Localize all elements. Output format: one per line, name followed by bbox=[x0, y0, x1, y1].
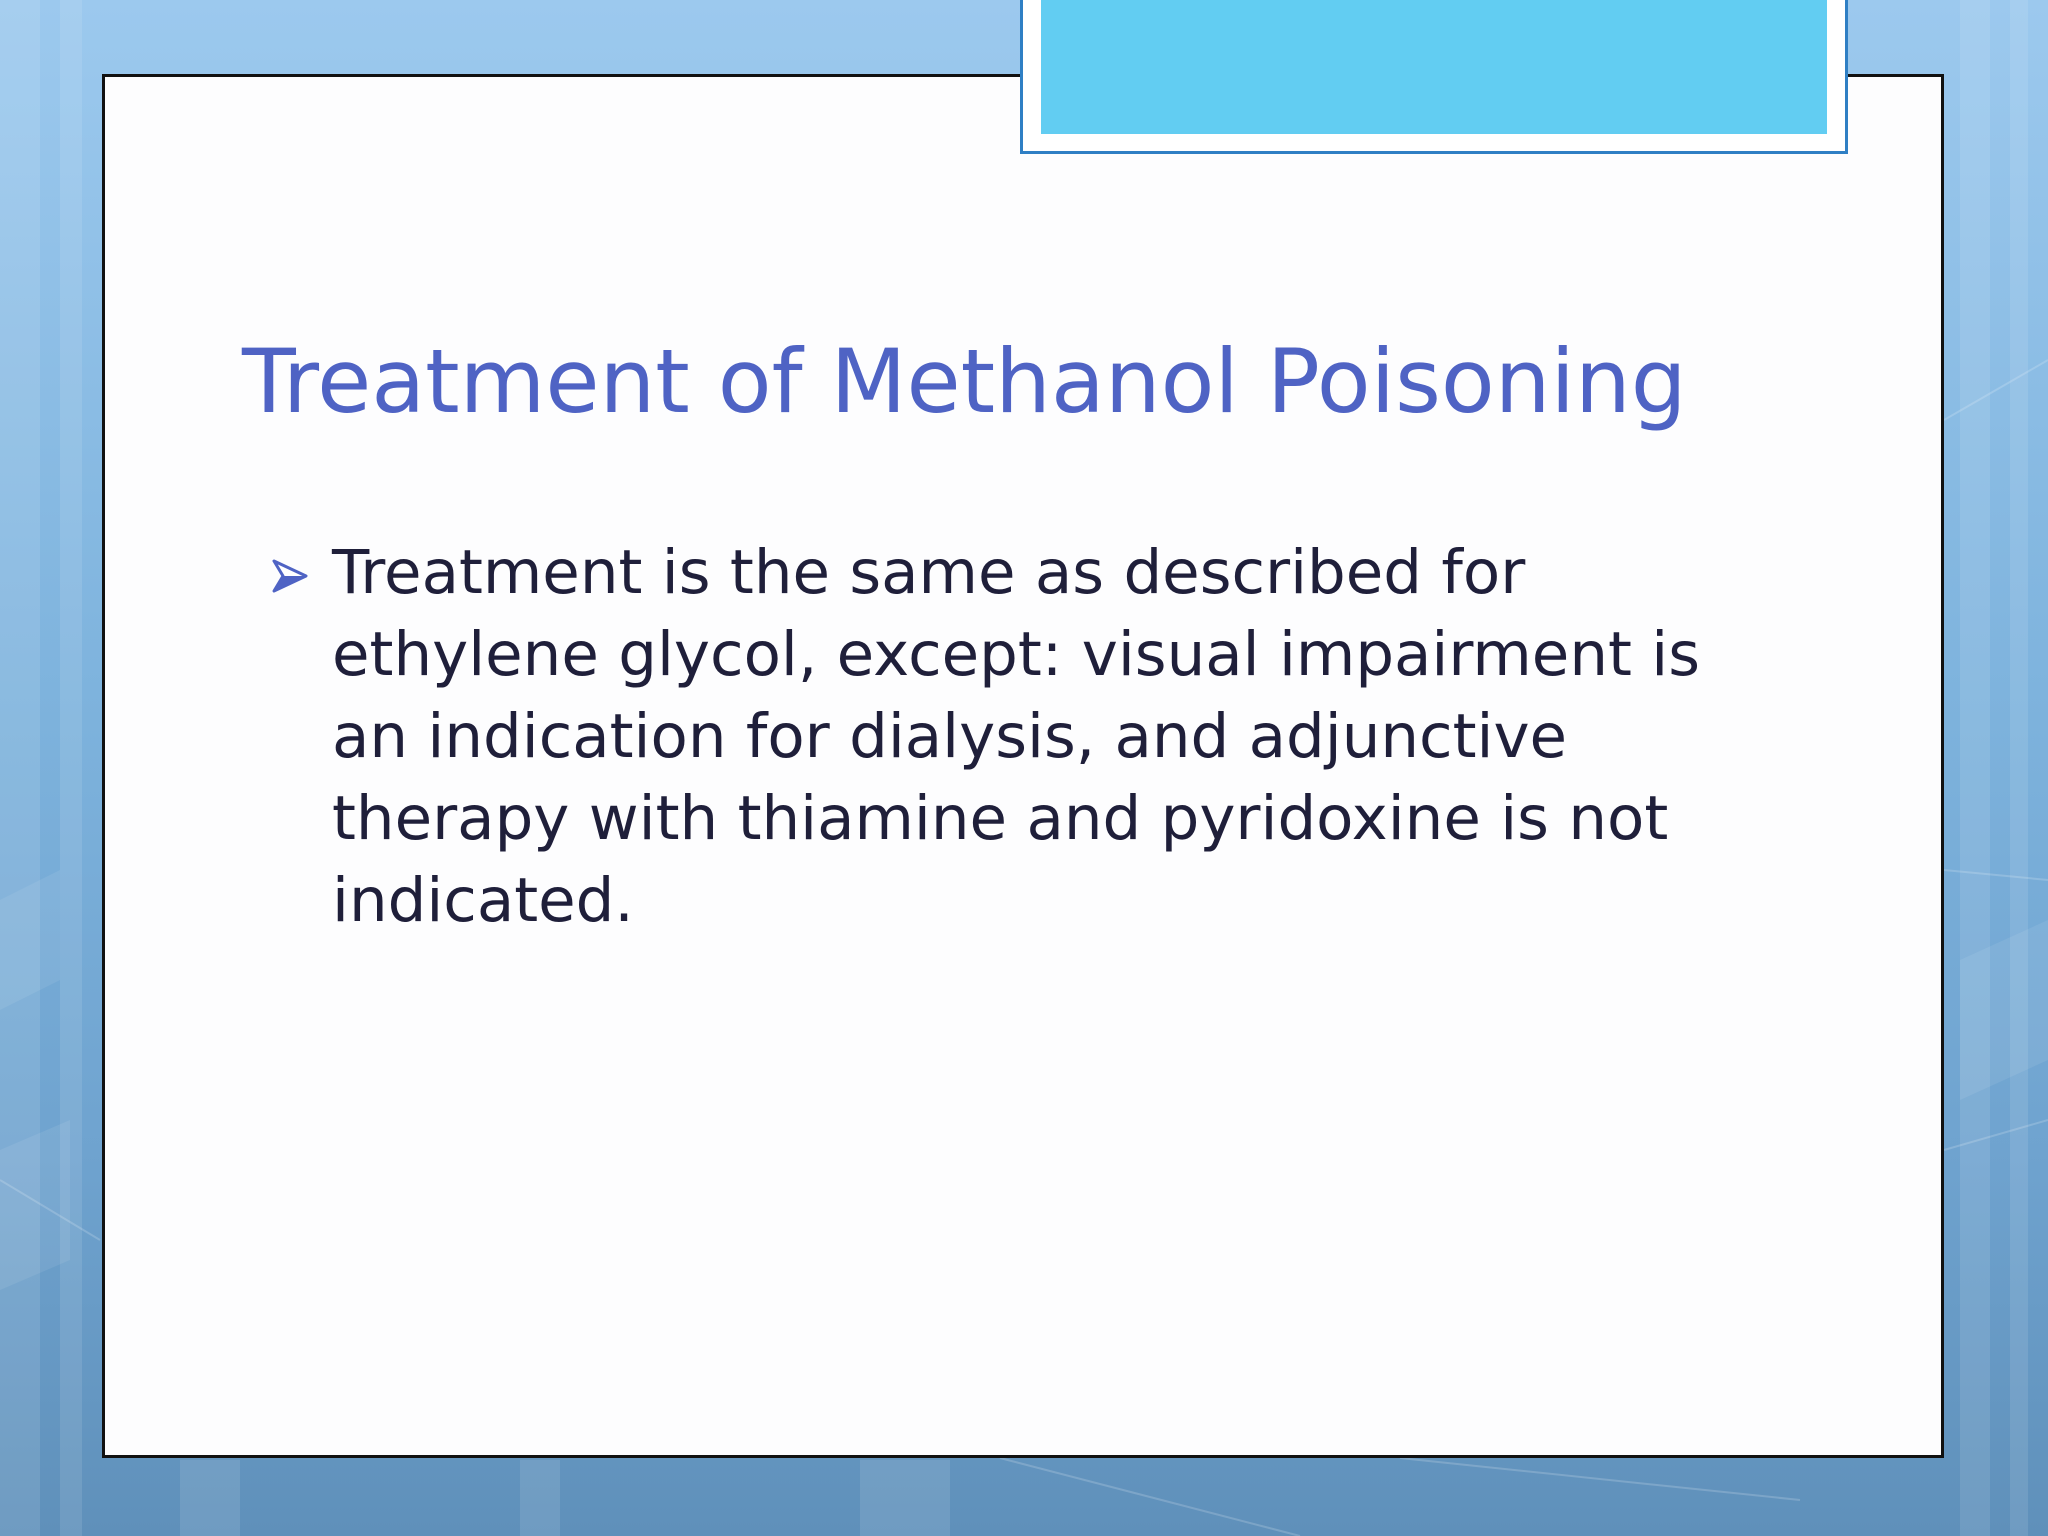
arrowhead-bullet-icon bbox=[270, 558, 310, 594]
top-accent-tab bbox=[1020, 0, 1848, 154]
slide-title: Treatment of Methanol Poisoning bbox=[242, 330, 1687, 433]
bullet-list bbox=[270, 532, 1770, 942]
bullet-item bbox=[270, 532, 1770, 942]
top-accent-tab-fill bbox=[1041, 0, 1827, 134]
bullet-text: Treatment is the same as described for ethylene glycol, except: visual impairment is an indication for dialysis, and adjunctive therapy with thiamine and pyridoxine is not indicated. bbox=[332, 537, 1701, 936]
